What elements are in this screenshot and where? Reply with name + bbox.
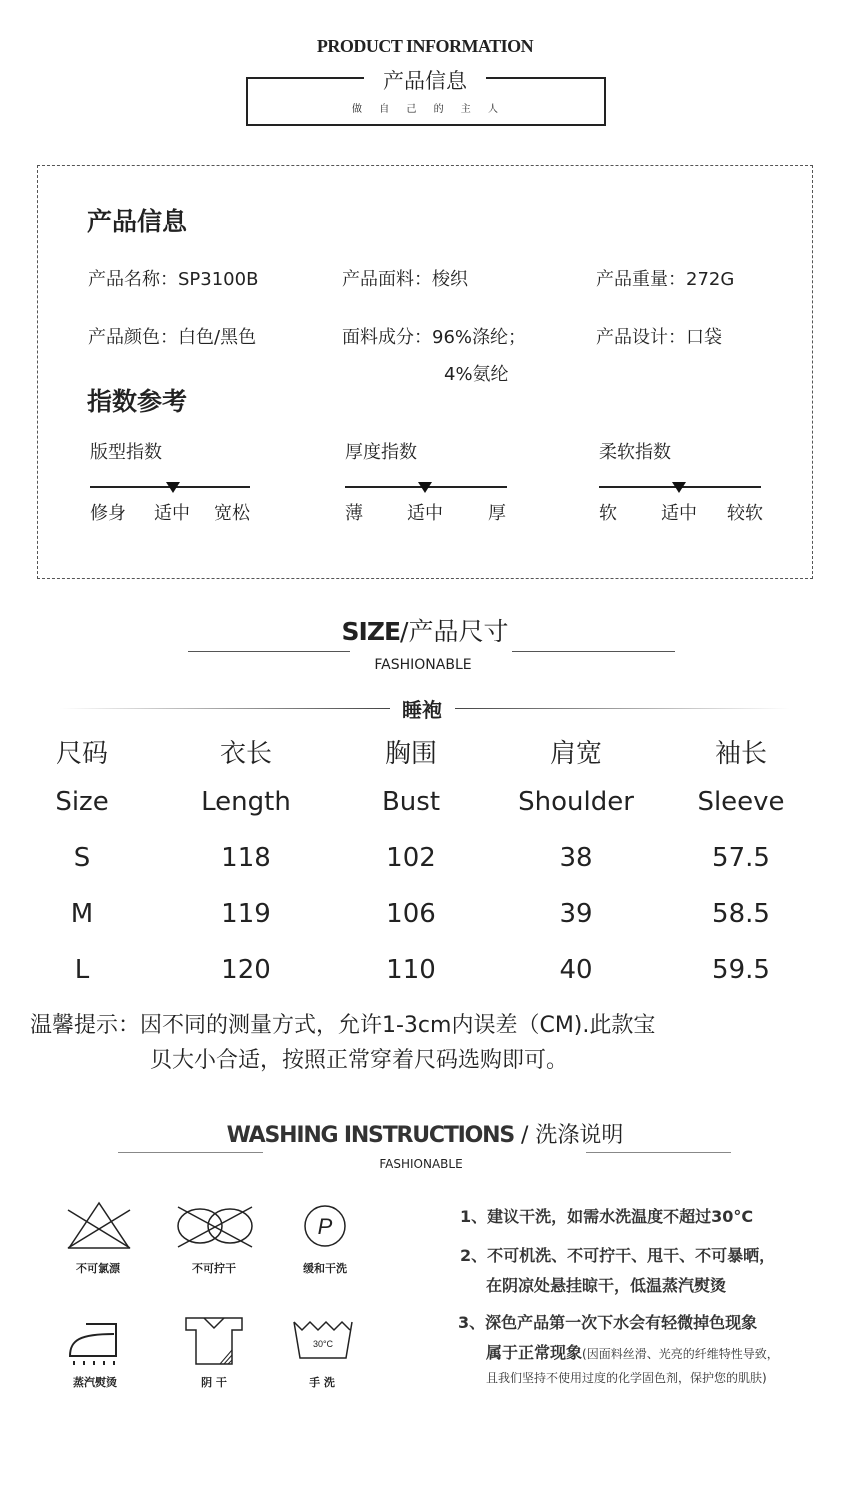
column-header: 袖长 xyxy=(714,739,768,769)
column-header: 胸围 xyxy=(384,739,438,769)
scale-label: 薄 xyxy=(345,503,363,524)
size-note-2: 贝大小合适，按照正常穿着尺码选购即可。 xyxy=(150,1048,569,1073)
divider xyxy=(455,708,790,709)
table-cell: S xyxy=(73,843,91,873)
scale-label: 厚 xyxy=(488,503,506,524)
size-title: SIZE/产品尺寸 xyxy=(341,617,509,646)
table-cell: 38 xyxy=(559,843,593,873)
divider xyxy=(60,708,390,709)
instruction-3b: 属于正常现象(因面料丝滑、光亮的纤维特性导致， xyxy=(486,1343,779,1362)
field-name: 产品名称：SP3100B xyxy=(88,269,259,290)
table-cell: 58.5 xyxy=(712,899,770,929)
icon-label: 不可拧干 xyxy=(192,1262,236,1275)
scale-label: 较软 xyxy=(727,503,763,524)
column-header: 衣长 xyxy=(219,739,273,769)
scale-label: 适中 xyxy=(407,503,443,524)
washing-subtitle: FASHIONABLE xyxy=(379,1157,463,1171)
steam-iron-icon xyxy=(66,1318,126,1366)
size-subtitle: FASHIONABLE xyxy=(374,657,472,673)
column-header: Size xyxy=(55,787,109,817)
indicator-icon xyxy=(672,482,686,493)
icon-label: 缓和干洗 xyxy=(303,1262,347,1275)
divider xyxy=(246,77,364,79)
hand-wash-icon xyxy=(292,1318,354,1360)
category-label: 睡袍 xyxy=(402,698,442,722)
indicator-icon xyxy=(166,482,180,493)
scale-label: 软 xyxy=(599,503,617,524)
table-cell: M xyxy=(70,899,94,929)
icon-label: 蒸汽熨烫 xyxy=(73,1376,117,1389)
table-cell: 57.5 xyxy=(712,843,770,873)
column-header: Length xyxy=(201,787,291,817)
field-weight: 产品重量：272G xyxy=(596,269,735,290)
table-cell: 106 xyxy=(386,899,436,929)
size-note: 温馨提示：因不同的测量方式，允许1-3cm内误差（CM).此款宝 xyxy=(30,1013,656,1038)
index-title: 指数参考 xyxy=(87,387,188,416)
instruction-2b: 在阴凉处悬挂晾干，低温蒸汽熨烫 xyxy=(486,1276,727,1295)
field-design: 产品设计：口袋 xyxy=(596,327,722,348)
instruction-3: 3、深色产品第一次下水会有轻微掉色现象 xyxy=(458,1313,758,1332)
index-label: 厚度指数 xyxy=(345,442,417,463)
scale-label: 修身 xyxy=(90,503,126,524)
header-title-en: PRODUCT INFORMATION xyxy=(316,36,534,56)
column-header: Shoulder xyxy=(518,787,634,817)
divider xyxy=(118,1152,263,1153)
table-cell: 39 xyxy=(559,899,593,929)
scale-label: 适中 xyxy=(661,503,697,524)
scale-label: 宽松 xyxy=(214,503,250,524)
field-color: 产品颜色：白色/黑色 xyxy=(88,327,257,348)
header-slogan: 做 自 己 的 主 人 xyxy=(352,104,498,115)
instruction-2: 2、不可机洗、不可拧干、甩干、不可暴晒， xyxy=(460,1246,776,1265)
table-cell: 120 xyxy=(221,955,271,985)
instruction-3c: 且我们坚持不使用过度的化学固色剂，保护您的肌肤) xyxy=(486,1371,767,1385)
index-softness xyxy=(599,438,779,528)
scale-label: 适中 xyxy=(154,503,190,524)
icon-label: 阴 干 xyxy=(201,1376,227,1389)
table-cell: 119 xyxy=(221,899,271,929)
no-bleach-icon xyxy=(64,1200,134,1252)
table-cell: 110 xyxy=(386,955,436,985)
table-cell: 59.5 xyxy=(712,955,770,985)
column-header: 肩宽 xyxy=(549,739,603,769)
divider xyxy=(512,651,675,652)
index-thickness xyxy=(345,438,515,528)
icon-label: 手 洗 xyxy=(309,1376,335,1389)
column-header: Sleeve xyxy=(697,787,785,817)
indicator-icon xyxy=(418,482,432,493)
table-cell: 102 xyxy=(386,843,436,873)
column-header: Bust xyxy=(381,787,441,817)
table-cell: 40 xyxy=(559,955,593,985)
section-title: 产品信息 xyxy=(87,207,188,236)
index-fit xyxy=(90,438,260,528)
icon-label: 不可氯漂 xyxy=(76,1262,120,1275)
field-composition: 面料成分：96%涤纶； xyxy=(342,327,527,348)
svg-text:30°C: 30°C xyxy=(312,1339,334,1349)
no-wring-icon xyxy=(173,1203,257,1249)
index-label: 版型指数 xyxy=(90,442,162,463)
index-label: 柔软指数 xyxy=(599,442,671,463)
divider xyxy=(586,1152,731,1153)
divider xyxy=(188,651,350,652)
shade-dry-icon xyxy=(184,1316,244,1366)
field-fabric: 产品面料：梭织 xyxy=(342,269,468,290)
instruction-1: 1、建议干洗，如需水洗温度不超过30°C xyxy=(460,1207,754,1226)
divider xyxy=(486,77,606,79)
field-composition-2: 4%氨纶 xyxy=(444,364,509,385)
table-cell: L xyxy=(74,955,90,985)
header-title-cn: 产品信息 xyxy=(383,69,467,93)
svg-text:P: P xyxy=(317,1214,333,1239)
column-header: 尺码 xyxy=(55,739,109,769)
table-cell: 118 xyxy=(221,843,271,873)
gentle-dry-clean-icon xyxy=(302,1203,348,1249)
washing-title: WASHING INSTRUCTIONS / 洗涤说明 xyxy=(226,1123,624,1148)
